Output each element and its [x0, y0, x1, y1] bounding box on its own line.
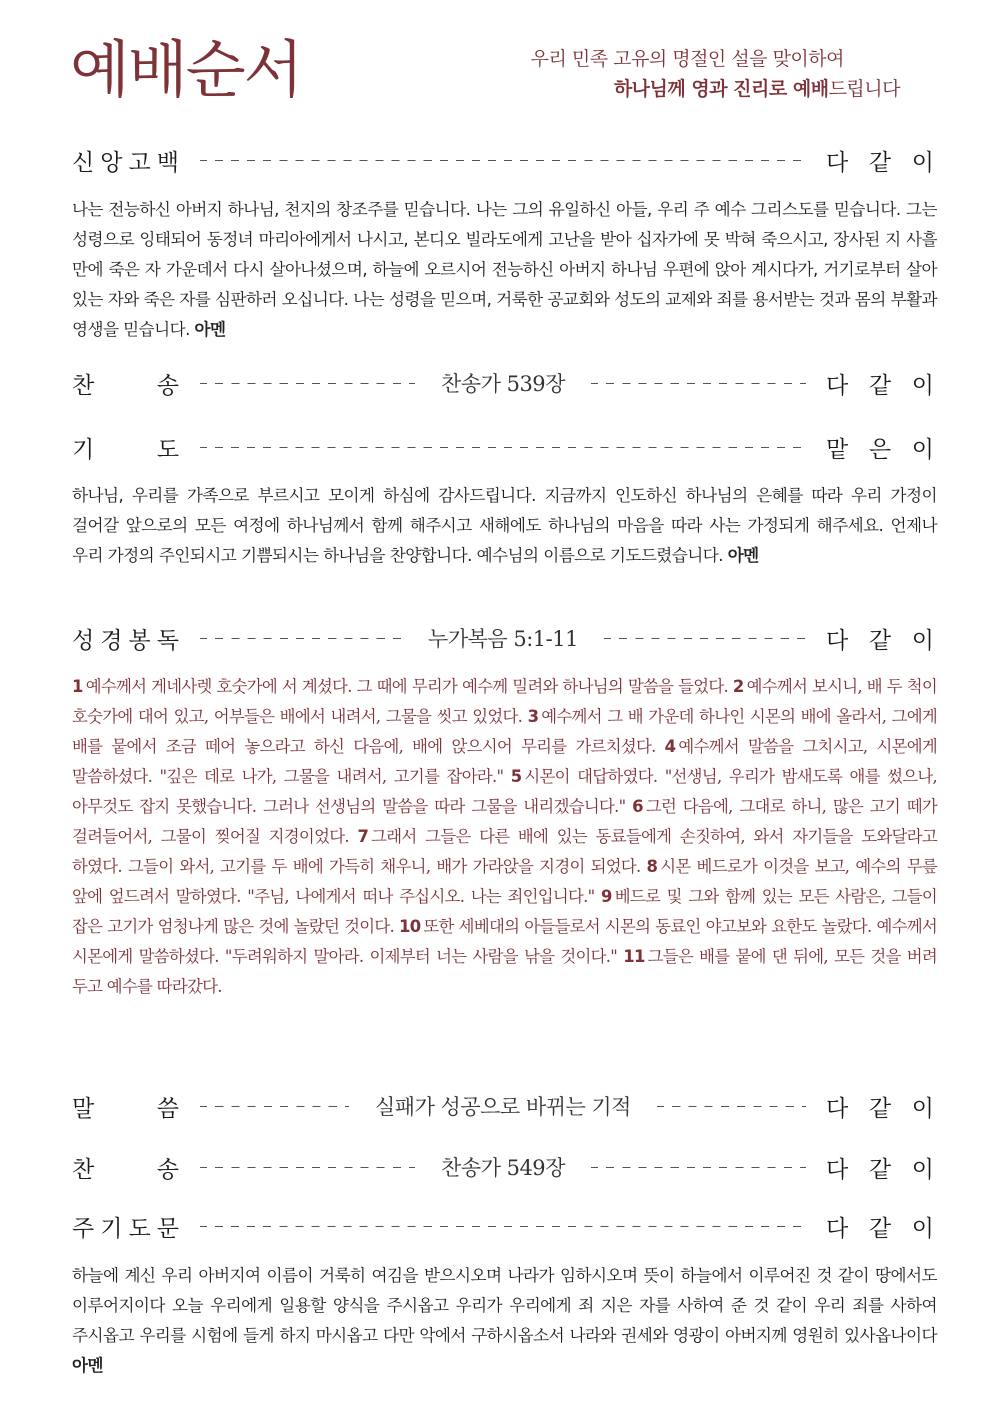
verse-text: 예수께서 그 배 가운데 하나인 시몬의 배에 올라서, 그에게 배를 뭍에서 조금 떼어 놓으라고 하신 다음에, 배에 앉으시어 무리를 가르치셨다.	[72, 707, 938, 756]
section-label	[72, 1090, 182, 1123]
performer-char: 이	[911, 1095, 934, 1122]
verse-number: 10	[399, 917, 421, 936]
dotted-leader	[200, 1226, 806, 1227]
label-char: 말	[72, 1095, 98, 1122]
performer-char: 이	[911, 149, 934, 176]
performer-char: 같	[868, 1215, 892, 1242]
prayer-text	[72, 481, 937, 571]
verse-number: 6	[632, 797, 643, 816]
leader-line	[200, 160, 806, 161]
performer-char: 같	[868, 372, 892, 399]
section-performer	[826, 431, 934, 464]
section-row-sermon	[72, 1086, 934, 1126]
label-char: 봉	[128, 627, 154, 654]
verse-text: 또한 세베대의 아들들로서 시몬의 동료인 야고보와 요한도 놀랐다. 예수께서 시몬에게 말씀하셨다. "두려워하지 말아라. 이제부터 너는 사람을 낚을 것이다."	[72, 917, 937, 966]
leader-line	[200, 1226, 806, 1227]
leader-line	[200, 638, 402, 639]
verse-number: 4	[664, 737, 676, 756]
section-performer	[826, 622, 934, 655]
performer-char: 같	[868, 627, 892, 654]
amen-label: 아멘	[72, 1356, 103, 1375]
section-label	[72, 622, 182, 655]
leader-line	[200, 1106, 349, 1107]
performer-char: 이	[911, 627, 934, 654]
hymn-number: 찬송가 539장	[441, 372, 565, 396]
label-char: 도	[128, 1215, 154, 1242]
section-row-prayer	[72, 427, 934, 467]
verse-number: 8	[646, 857, 658, 876]
label-char: 앙	[100, 149, 126, 176]
verse-text: 그들은 배를 뭍에 댄 뒤에, 모든 것을 버려 두고 예수를 따라갔다.	[72, 947, 938, 996]
verse-text: 그런 다음에, 그대로 하니, 많은 고기 떼가 걸려들어서, 그물이 찢어질 지경이었다.	[72, 797, 937, 846]
section-row-scripture	[72, 618, 934, 658]
verse-number: 5	[510, 767, 522, 786]
label-char: 백	[156, 149, 182, 176]
performer-char: 다	[826, 1095, 849, 1122]
verse-text: 시몬이 대답하였다. "선생님, 우리가 밤새도록 애를 썼으나, 아무것도 잡지 못했습니다. 그러나 선생님의 말씀을 따라 그물을 내리겠습니다."	[72, 767, 938, 816]
performer-char: 은	[868, 436, 892, 463]
label-char: 독	[156, 627, 182, 654]
leader-line	[604, 638, 806, 639]
scripture-reference: 누가복음 5:1-11	[428, 627, 578, 651]
dotted-leader	[200, 447, 806, 448]
label-char: 기	[72, 436, 98, 463]
amen-label: 아멘	[194, 320, 226, 339]
verse-text: 예수께서 보시니, 배 두 척이 호숫가에 대어 있고, 어부들은 배에서 내려서, 그물을 씻고 있었다.	[72, 677, 937, 726]
dotted-leader	[200, 1091, 806, 1121]
subtitle-tail: 드립니다	[828, 78, 900, 100]
performer-char: 이	[911, 372, 934, 399]
amen-label: 아멘	[727, 546, 759, 565]
performer-char: 같	[868, 1156, 892, 1183]
label-char: 주	[72, 1215, 98, 1242]
verse-number: 3	[527, 707, 539, 726]
label-char: 성	[72, 627, 98, 654]
section-row-lords-prayer	[72, 1206, 934, 1246]
section-performer	[826, 1151, 934, 1184]
verse-number: 11	[623, 947, 645, 966]
label-char: 찬	[72, 1156, 98, 1183]
lords-prayer-text	[72, 1261, 937, 1381]
dotted-leader	[200, 623, 806, 653]
dotted-leader	[200, 160, 806, 161]
creed-body: 나는 전능하신 아버지 하나님, 천지의 창조주를 믿습니다. 나는 그의 유일하신 아들, 우리 주 예수 그리스도를 믿습니다. 그는 성령으로 잉태되어 동정녀 마리아에게서 나시고, 본디오 빌라도에게 고난을 받아 십자가에 못 박혀 죽으시고, 장사된 지 사흘 만에 죽은 자 가운데서 다시 살아나셨으며, 하늘에 오르시어 전능하신 아버지 하나님 우편에 앉아 계시다가, 거기로부터 살아 있는 자와 죽은 자를 심판하러 오십니다. 나는 성령을 믿으며, 거룩한 공교회와 성도의 교제와 죄를 용서받는 것과 몸의 부활과 영생을 믿습니다.	[72, 200, 937, 339]
performer-char: 이	[911, 436, 934, 463]
performer-char: 맡	[826, 436, 849, 463]
performer-char: 같	[868, 149, 892, 176]
label-char: 고	[128, 149, 154, 176]
section-label	[72, 1210, 182, 1243]
label-char: 송	[156, 1156, 182, 1183]
verse-number: 2	[732, 677, 744, 696]
dotted-leader	[200, 368, 806, 398]
performer-char: 같	[868, 1095, 892, 1122]
verse-number: 9	[600, 887, 612, 906]
subtitle-line-1: 우리 민족 고유의 명절인 설을 맞이하여	[530, 48, 844, 70]
performer-char: 다	[826, 149, 849, 176]
leader-line	[200, 1167, 415, 1168]
label-char: 기	[100, 1215, 126, 1242]
lords-prayer-body: 하늘에 계신 우리 아버지여 이름이 거룩히 여김을 받으시오며 나라가 임하시오며 뜻이 하늘에서 이루어진 것 같이 땅에서도 이루어지이다 오늘 우리에게 일용할 양식을 주시옵고 우리가 우리에게 죄 지은 자를 사하여 준 것 같이 우리 죄를 사하여 주시옵고 우리를 시험에 들게 하지 마시옵고 다만 악에서 구하시옵소서 나라와 권세와 영광이 아버지께 영원히 있사옵나이다	[72, 1266, 937, 1345]
label-char: 문	[156, 1215, 182, 1242]
performer-char: 이	[911, 1215, 934, 1242]
performer-char: 이	[911, 1156, 934, 1183]
label-char: 도	[156, 436, 182, 463]
scripture-text	[72, 672, 937, 1002]
section-label	[72, 1151, 182, 1184]
section-row-hymn-2	[72, 1147, 934, 1187]
section-performer	[826, 1090, 934, 1123]
label-char: 송	[156, 372, 182, 399]
subtitle-emphasis: 하나님께 영과 진리로 예배	[613, 78, 829, 100]
label-char: 신	[72, 149, 98, 176]
verse-text: 예수께서 게네사렛 호숫가에 서 계셨다. 그 때에 무리가 예수께 밀려와 하나님의 말씀을 들었다.	[85, 677, 729, 696]
performer-char: 다	[826, 1156, 849, 1183]
page-title: 예배순서	[70, 33, 302, 106]
performer-char: 다	[826, 627, 849, 654]
label-char: 씀	[156, 1095, 182, 1122]
prayer-body: 하나님, 우리를 가족으로 부르시고 모이게 하심에 감사드립니다. 지금까지 인도하신 하나님의 은혜를 따라 우리 가정이 걸어갈 앞으로의 모든 여정에 하나님께서 함께 해주시고 새해에도 하나님의 마음을 따라 사는 가정되게 해주세요. 언제나 우리 가정의 주인되시고 기쁨되시는 하나님을 찬양합니다. 예수님의 이름으로 기도드렸습니다.	[72, 486, 937, 565]
section-performer	[826, 1210, 934, 1243]
leader-line	[200, 447, 806, 448]
page-subtitle	[531, 44, 900, 104]
verse-text: 베드로 및 그와 함께 있는 모든 사람은, 그들이 잡은 고기가 엄청나게 많은 것에 놀랐던 것이다.	[72, 887, 938, 936]
section-label	[72, 431, 182, 464]
label-char: 찬	[72, 372, 98, 399]
performer-char: 다	[826, 372, 849, 399]
leader-line	[657, 1106, 806, 1107]
sermon-title: 실패가 성공으로 바뀌는 기적	[375, 1095, 631, 1119]
leader-line	[591, 1167, 806, 1168]
verse-number: 1	[72, 677, 83, 696]
label-char: 경	[100, 627, 126, 654]
section-row-creed	[72, 140, 934, 180]
verse-text: 예수께서 말씀을 그치시고, 시몬에게 말씀하셨다. "깊은 데로 나가, 그물을 내려서, 고기를 잡아라."	[72, 737, 938, 786]
section-performer	[826, 144, 934, 177]
leader-line	[591, 383, 806, 384]
creed-text	[72, 195, 937, 345]
dotted-leader	[200, 1152, 806, 1182]
section-label	[72, 367, 182, 400]
section-label	[72, 144, 182, 177]
section-performer	[826, 367, 934, 400]
verse-number: 7	[357, 827, 369, 846]
leader-line	[200, 383, 415, 384]
subtitle-line-2	[531, 74, 900, 104]
verse-text: 시몬 베드로가 이것을 보고, 예수의 무릎 앞에 엎드려서 말하였다. "주님, 나에게서 떠나 주십시오. 나는 죄인입니다."	[72, 857, 938, 906]
hymn-number: 찬송가 549장	[441, 1156, 565, 1180]
section-row-hymn-1	[72, 363, 934, 403]
verse-text: 그래서 그들은 다른 배에 있는 동료들에게 손짓하여, 와서 자기들을 도와달라고 하였다. 그들이 와서, 고기를 두 배에 가득히 채우니, 배가 가라앉을 지경이 되었다.	[72, 827, 938, 876]
performer-char: 다	[826, 1215, 849, 1242]
